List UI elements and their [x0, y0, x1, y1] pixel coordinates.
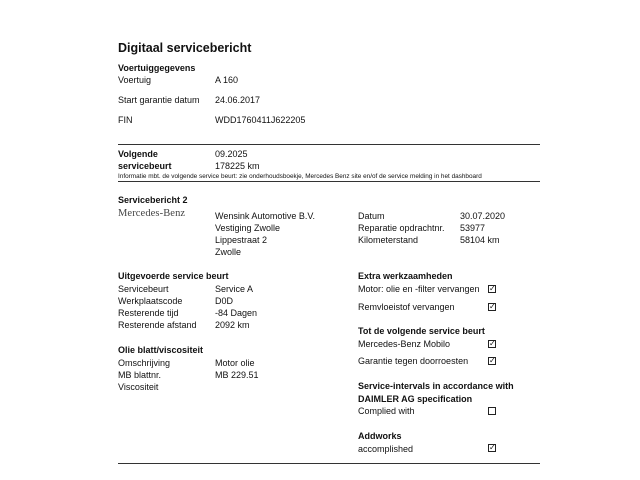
service-intervals-item: Complied with [358, 406, 415, 416]
repair-order-value: 53977 [460, 223, 486, 233]
checkbox-oil-filter[interactable]: ✓ [489, 284, 496, 293]
dealer-name: Wensink Automotive B.V. [215, 211, 316, 221]
oil-heading: Olie blatt/viscositeit [118, 345, 204, 355]
page-title: Digitaal servicebericht [118, 41, 252, 55]
next-service-km: 178225 km [215, 161, 260, 171]
mb-sheet-value: MB 229.51 [215, 370, 259, 380]
checkbox-complied-with[interactable] [488, 407, 496, 415]
mercedes-benz-logo: Mercedes-Benz [118, 208, 186, 219]
warranty-start-label: Start garantie datum [118, 95, 200, 105]
performed-heading: Uitgevoerde service beurt [118, 271, 229, 281]
addworks-item: accomplished [358, 444, 414, 454]
divider-top [118, 144, 540, 145]
viscosity-label: Viscositeit [118, 382, 159, 392]
oil-description-value: Motor olie [215, 358, 255, 368]
date-label: Datum [358, 211, 385, 221]
repair-order-label: Reparatie opdrachtnr. [358, 223, 445, 233]
warranty-start-value: 24.06.2017 [215, 95, 261, 105]
divider-bottom [118, 463, 540, 464]
oil-description-label: Omschrijving [118, 358, 171, 368]
remaining-time-value: -84 Dagen [215, 308, 258, 318]
vehicle-heading: Voertuiggegevens [118, 63, 196, 73]
date-value: 30.07.2020 [460, 211, 506, 221]
service-type-value: Service A [215, 284, 254, 294]
service-intervals-heading-1: Service-intervals in accordance with [358, 381, 514, 391]
extra-work-item-oil: Motor: olie en -filter vervangen [358, 284, 480, 294]
checkbox-brake-fluid[interactable]: ✓ [489, 302, 496, 311]
dealer-city: Zwolle [215, 247, 242, 257]
remaining-distance-label: Resterende afstand [118, 320, 197, 330]
next-service-note: Informatie mbt. de volgende service beurt: zie onderhoudsboekje, Mercedes Benz site en/of de service melding in het dashboard [118, 173, 482, 180]
service-type-label: Servicebeurt [118, 284, 169, 294]
until-next-item-rust: Garantie tegen doorroesten [358, 356, 469, 366]
checkbox-rust-warranty[interactable]: ✓ [489, 356, 496, 365]
vin-label: FIN [118, 115, 133, 125]
workshop-code-label: Werkplaatscode [118, 296, 183, 306]
next-service-date: 09.2025 [215, 149, 248, 159]
workshop-code-value: D0D [215, 296, 234, 306]
vehicle-value: A 160 [215, 75, 239, 85]
vehicle-label: Voertuig [118, 75, 152, 85]
until-next-heading: Tot de volgende service beurt [358, 326, 485, 336]
checkbox-mobilo[interactable]: ✓ [489, 339, 496, 348]
service-intervals-heading-2: DAIMLER AG specification [358, 394, 473, 404]
extra-work-heading: Extra werkzaamheden [358, 271, 453, 281]
extra-work-item-brake-fluid: Remvloeistof vervangen [358, 302, 455, 312]
vin-value: WDD1760411J622205 [215, 115, 306, 125]
next-service-label-2: servicebeurt [118, 161, 172, 171]
service-report-heading: Servicebericht 2 [118, 195, 188, 205]
next-service-label-1: Volgende [118, 149, 158, 159]
dealer-street: Lippestraat 2 [215, 235, 268, 245]
mb-sheet-label: MB blattnr. [118, 370, 162, 380]
remaining-time-label: Resterende tijd [118, 308, 179, 318]
divider-next-service [118, 181, 540, 182]
remaining-distance-value: 2092 km [215, 320, 250, 330]
checkbox-accomplished[interactable]: ✓ [489, 443, 496, 452]
mileage-label: Kilometerstand [358, 235, 419, 245]
until-next-item-mobilo: Mercedes-Benz Mobilo [358, 339, 451, 349]
mileage-value: 58104 km [460, 235, 500, 245]
dealer-branch: Vestiging Zwolle [215, 223, 281, 233]
addworks-heading: Addworks [358, 431, 402, 441]
